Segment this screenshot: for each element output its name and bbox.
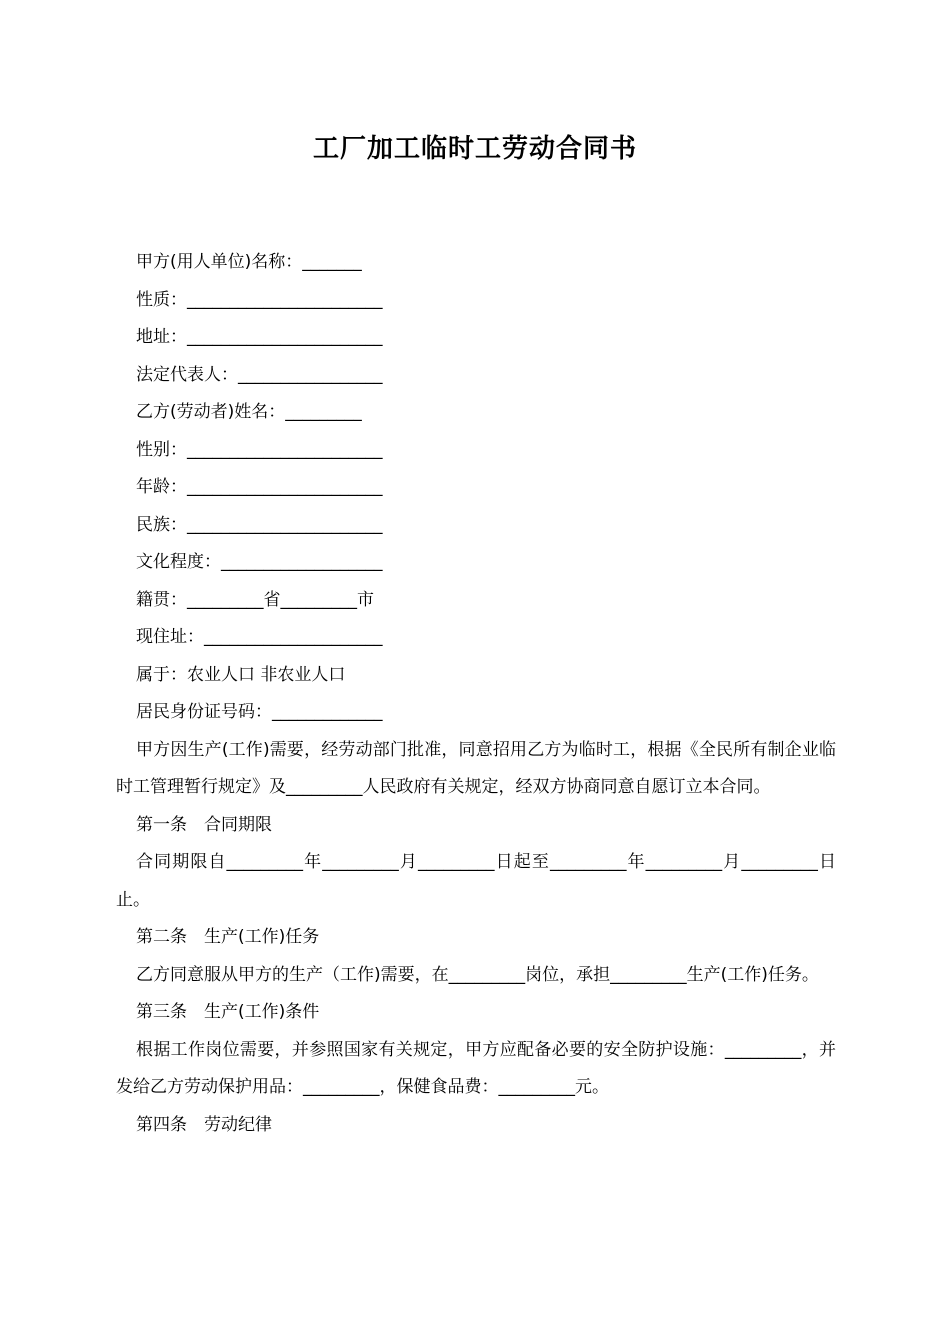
- preamble-paragraph: 甲方因生产(工作)需要，经劳动部门批准，同意招用乙方为临时工，根据《全民所有制企业临时工管理暂行规定》及_________人民政府有关规定，经双方协商同意自愿订立本合同。: [116, 739, 836, 797]
- party-b-gender-line: 性别：_______________________: [136, 439, 383, 460]
- document-title: 工厂加工临时工劳动合同书: [312, 134, 637, 164]
- article-3-heading: 第三条 生产(工作)条件: [136, 1002, 320, 1022]
- party-a-nature-line: 性质：_______________________: [136, 289, 383, 310]
- party-b-education-line: 文化程度：___________________: [136, 552, 383, 572]
- party-b-age-line: 年龄：_______________________: [136, 477, 383, 497]
- article-4-heading: 第四条 劳动纪律: [136, 1114, 272, 1135]
- article-1-text: 合同期限自_________年_________月_________日起至_________年_________月_________日止。: [116, 852, 836, 910]
- party-b-category-line: 属于：农业人口 非农业人口: [136, 664, 346, 685]
- party-b-name-line: 乙方(劳动者)姓名：_________: [136, 402, 362, 422]
- party-a-legal-rep-line: 法定代表人：_________________: [136, 364, 383, 385]
- party-a-address-line: 地址：_______________________: [136, 327, 383, 347]
- party-a-name-line: 甲方(用人单位)名称：_______: [136, 252, 362, 272]
- party-b-native-place-line: 籍贯：_________省_________市: [136, 589, 374, 610]
- party-b-ethnicity-line: 民族：_______________________: [136, 514, 383, 535]
- article-2-text: 乙方同意服从甲方的生产（工作)需要，在_________岗位，承担_________生产(工作)任务。: [136, 964, 819, 985]
- article-3-text: 根据工作岗位需要，并参照国家有关规定，甲方应配备必要的安全防护设施：_________，并发给乙方劳动保护用品：_________，保健食品费：_________元。: [116, 1039, 836, 1097]
- article-1-heading: 第一条 合同期限: [136, 814, 272, 835]
- party-b-current-address-line: 现住址：_____________________: [136, 627, 383, 647]
- article-2-heading: 第二条 生产(工作)任务: [136, 927, 320, 947]
- party-b-id-number-line: 居民身份证号码：_____________: [136, 702, 383, 722]
- document-body: [116, 244, 836, 1144]
